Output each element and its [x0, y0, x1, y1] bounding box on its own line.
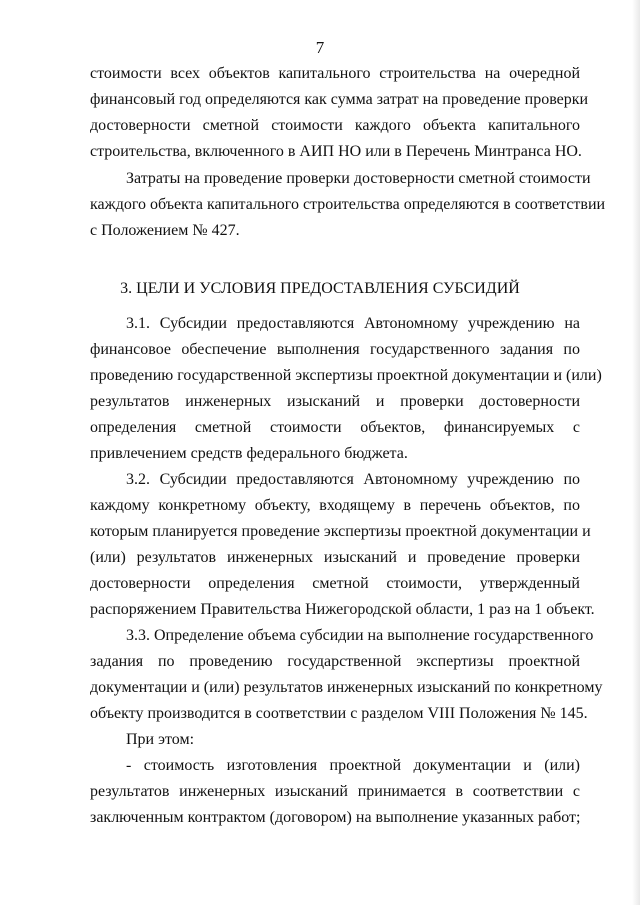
text-line: с Положением № 427.: [90, 222, 240, 239]
scan-edge-shadow: [632, 0, 640, 905]
text-line: которым планируется проведение экспертизы проектной документации и: [90, 523, 591, 540]
paragraph-continued: [90, 61, 589, 165]
text-line: каждого объекта капитального строительства определяются в соответствии: [90, 196, 606, 213]
text-line: объекту производится в соответствии с разделом VIII Положения № 145.: [90, 705, 588, 722]
text-line: определения сметной стоимости объектов, финансируемых с: [90, 419, 580, 436]
text-line: проведению государственной экспертизы проектной документации и (или): [90, 367, 602, 384]
paragraph-3-2: [90, 467, 595, 623]
paragraph-3-3: [90, 623, 603, 727]
text-line: 3.1. Субсидии предоставляются Автономному учреждению на: [126, 315, 580, 332]
text-line: привлечением средств федерального бюджета.: [90, 445, 408, 462]
page-number: 7: [315, 38, 325, 57]
paragraph-note: [90, 727, 580, 753]
text-line: каждому конкретному объекту, входящему в перечень объектов, по: [90, 497, 580, 514]
paragraph-3-1: [90, 311, 602, 467]
text-line: распоряжением Правительства Нижегородской области, 1 раз на 1 объект.: [90, 601, 595, 618]
text-line: финансовое обеспечение выполнения государственного задания по: [90, 341, 580, 358]
section-heading: 3. ЦЕЛИ И УСЛОВИЯ ПРЕДОСТАВЛЕНИЯ СУБСИДИЙ: [120, 280, 520, 297]
text-line: результатов инженерных изысканий принимается в соответствии с: [90, 783, 580, 800]
text-line: задания по проведению государственной экспертизы проектной: [90, 653, 580, 670]
text-line: стоимости всех объектов капитального строительства на очередной: [90, 65, 580, 82]
text-line: 3.3. Определение объема субсидии на выполнение государственного: [126, 627, 594, 644]
text-line: (или) результатов инженерных изысканий и проведение проверки: [90, 549, 580, 566]
text-line: Затраты на проведение проверки достоверности сметной стоимости: [126, 170, 591, 187]
text-line: достоверности сметной стоимости каждого объекта капитального: [90, 117, 580, 134]
text-line: - стоимость изготовления проектной документации и (или): [126, 757, 580, 774]
text-line: финансовый год определяются как сумма затрат на проведение проверки: [90, 91, 589, 108]
text-line: заключенным контрактом (договором) на выполнение указанных работ;: [90, 809, 581, 826]
text-line: строительства, включенного в АИП НО или в Перечень Минтранса НО.: [90, 143, 582, 160]
text-line: При этом:: [126, 731, 195, 748]
text-line: достоверности определения сметной стоимости, утвержденный: [90, 575, 580, 592]
text-line: результатов инженерных изысканий и проверки достоверности: [90, 393, 580, 410]
paragraph-list-item: [90, 753, 580, 831]
text-line: 3.2. Субсидии предоставляются Автономному учреждению по: [126, 471, 580, 488]
paragraph-costs: [90, 166, 606, 244]
text-line: документации и (или) результатов инженерных изысканий по конкретному: [90, 679, 603, 696]
